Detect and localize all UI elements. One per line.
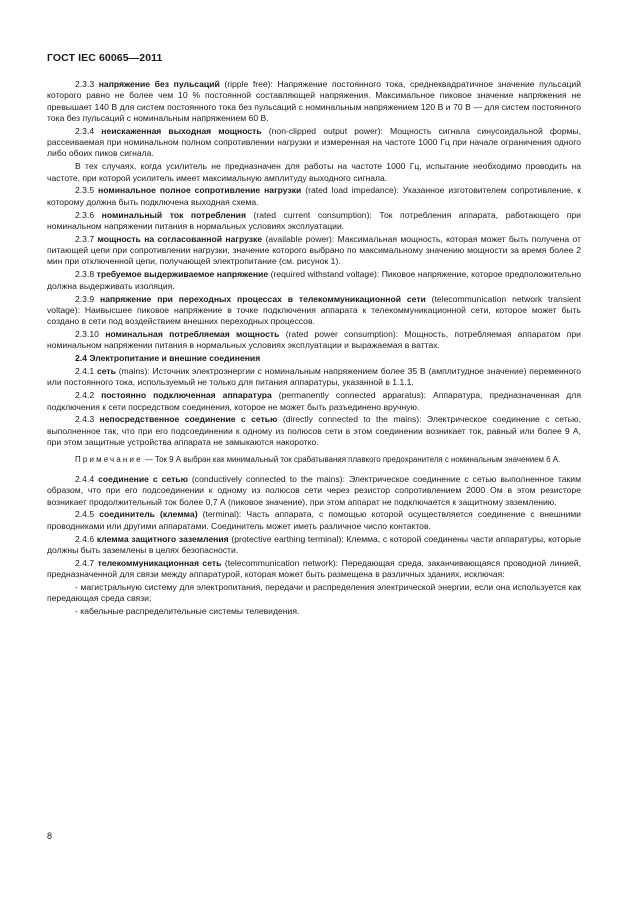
term: напряжение без пульсаций xyxy=(98,79,220,89)
term: номинальный ток потребления xyxy=(101,209,246,220)
term: соединение с сетью xyxy=(98,473,188,484)
paragraph-2-4-2: 2.4.2 постоянно подключенная аппаратура (permanently connected apparatus): Аппаратура, предназначенная для подключения к сети посредством соединения, которое не может быть разъединено вручную. xyxy=(47,390,581,412)
term: неискаженная выходная мощность xyxy=(101,125,262,136)
term: номинальная потребляемая мощность xyxy=(105,328,280,339)
paragraph-2-3-4: 2.3.4 неискаженная выходная мощность (non-clipped output power): Мощность сигнала синусоидальной формы, рассеиваемая при номинальном полном сопротивлении нагрузки и измеренная на частоте 1000 Гц при начале ограничения одного либо обоих пиков сигнала. xyxy=(47,125,581,159)
paragraph-2-4-6: 2.4.6 клемма защитного заземления (protective earthing terminal): Клемма, с которой соединены части аппаратуры, которые должны быть заземлены в целях безопасности. xyxy=(47,533,581,555)
term: напряжение при переходных процессах в телекоммуникационной сети xyxy=(100,293,426,304)
list-item: - магистральную систему для электропитания, передачи и распределения электрической энергии, если она используется как передающая среда связи; xyxy=(47,581,581,604)
term: соединитель (клемма) xyxy=(99,509,198,520)
paragraph-2-3-8: 2.3.8 требуемое выдерживаемое напряжение (required withstand voltage): Пиковое напряжение, которое предположительно должна выдерживать изоляция. xyxy=(47,269,581,291)
paragraph-2-4-4: 2.4.4 соединение с сетью (conductively connected to the mains): Электрическое соединение с сетью выполненное таким образом, что при его подсоединении к одному из полюсов сети через резистор сопротивлением 2000 Ом в этом резисторе возникает продолжительный ток более 0,7 А (пиковое значение), при этом аппарат не подключается к защитному заземлению. xyxy=(47,473,581,507)
note-label: Примечание xyxy=(75,455,143,465)
paragraph-2-3-10: 2.3.10 номинальная потребляемая мощность (rated power consumption): Мощность, потребляемая аппаратом при номинальном напряжении питания в нормальных условиях эксплуатации и выражаемая в ваттах. xyxy=(47,328,581,351)
paragraph-2-3-5: 2.3.5 номинальное полное сопротивление нагрузки (rated load impedance): Указанное изготовителем сопротивление, к которому должна быть подключена выходная схема. xyxy=(47,185,581,207)
term: номинальное полное сопротивление нагрузки xyxy=(98,185,302,196)
note-text: — Ток 9 А выбран как минимальный ток срабатывания плавкого предохранителя с номинальным значением 6 А. xyxy=(142,455,561,465)
paragraph-2-3-9: 2.3.9 напряжение при переходных процессах в телекоммуникационной сети (telecommunication network transient voltage): Наивысшее пиковое напряжение в точке подключения аппарата к телекоммуникационной сети, которое может быть создано в сети под воздействием внешних переходных процессов. xyxy=(47,293,581,327)
page-number: 8 xyxy=(47,831,53,841)
document-body xyxy=(47,79,581,619)
paragraph-2-4-1: 2.4.1 сеть (mains): Источник электроэнергии с номинальным напряжением более 35 В (амплитудное значение) переменного или постоянного тока, используемый не только для питания аппаратуры, указанной в 1.1.1. xyxy=(47,366,581,388)
document-header: ГОСТ IEC 60065—2011 xyxy=(47,52,163,64)
term: постоянно подключенная аппаратура xyxy=(101,390,272,401)
term: непосредственное соединение с сетью xyxy=(99,414,278,425)
term: телекоммуникационная сеть xyxy=(97,557,222,568)
section-heading-2-4: 2.4 Электропитание и внешние соединения xyxy=(75,353,261,364)
paragraph-2-4-7: 2.4.7 телекоммуникационная сеть (telecommunication network): Передающая среда, заканчивающаяся проводной линией, предназначенной для связи между аппаратурой, которая может быть размещена в различных зданиях, исключая: xyxy=(47,557,581,580)
term: сеть xyxy=(96,366,116,377)
paragraph-2-3-3: 2.3.3 напряжение без пульсаций (ripple free): Напряжение постоянного тока, среднеквадратичное значение пульсаций которого равно не более чем 10 % постоянной составляющей напряжения. Максимальное пиковое значение напряжения не превышает 140 В для систем постоянного тока без пульсаций с номинальным напряжением 120 В и 70 В — для систем постоянного тока без пульсаций с номинальным напряжением 60 В. xyxy=(47,79,581,123)
list-item: - кабельные распределительные системы телевидения. xyxy=(75,606,300,617)
term: мощность на согласованной нагрузке xyxy=(97,233,263,244)
term: клемма защитного заземления xyxy=(96,533,229,544)
paragraph-2-4-5: 2.4.5 соединитель (клемма) (terminal): Часть аппарата, с помощью которой осуществляется соединение с внешними проводниками или другими аппаратами. Соединитель может иметь различное число контактов. xyxy=(47,509,581,531)
paragraph-2-3-4-cont: В тех случаях, когда усилитель не предназначен для работы на частоте 1000 Гц, испытание необходимо проводить на частоте, при которой усилитель имеет максимальную амплитуду выходного сигнала. xyxy=(47,161,581,183)
paragraph-2-4-3: 2.4.3 непосредственное соединение с сетью (directly connected to the mains): Электрическое соединение с сетью, выполненное так, что при его подсоединении к одному из полюсов сети в этом соединении возникает ток, равный или более 9 А, при этом защитные устройства аппарата не замыкаются накоротко. xyxy=(47,414,581,448)
note xyxy=(47,455,581,466)
paragraph-2-3-6: 2.3.6 номинальный ток потребления (rated current consumption): Ток потребления аппарата, работающего при номинальном напряжении питания в нормальных условиях эксплуатации. xyxy=(47,209,581,231)
term: требуемое выдерживаемое напряжение xyxy=(96,269,269,280)
paragraph-2-3-7: 2.3.7 мощность на согласованной нагрузке (available power): Максимальная мощность, которая может быть получена от питающей цепи при сопротивлении нагрузки, значение которого выбрано по максимальному значению мощности за время более 2 мин при отключенной цепи, получающей электропитание (см. рисунок 1). xyxy=(47,233,581,267)
